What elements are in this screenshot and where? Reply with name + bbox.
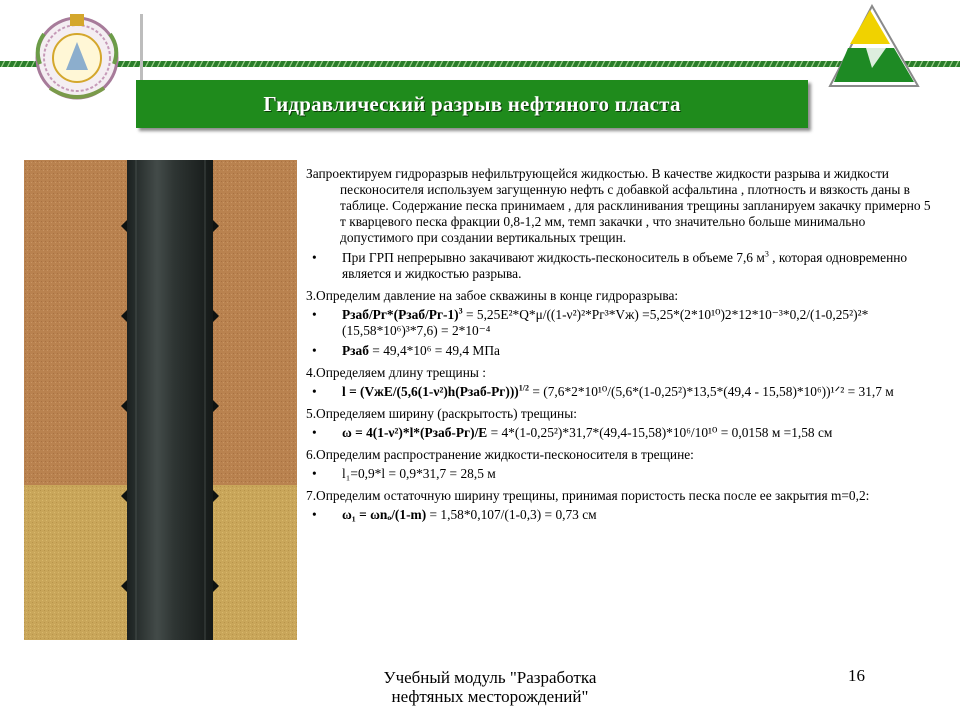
- page-number: 16: [848, 666, 865, 685]
- formula-fluid-spread: • l₁=0,9*l = 0,9*31,7 = 28,5 м: [312, 466, 496, 481]
- section-7-heading: 7.Определим остаточную ширину трещины, принимая пористость песка после ее закрытия m=0,2:: [306, 488, 870, 503]
- formula-fracture-width: • ω = 4(1-ν²)*l*(Рзаб-Рг)/Е = 4*(1-0,25²)*31,7*(49,4-15,58)*10⁶/10¹⁰ = 0,0158 м =1,58 см: [312, 425, 833, 440]
- bullet-sand-carrier-volume: • При ГРП непрерывно закачивают жидкость-песконоситель в объеме 7,6 $м^3$ , которая одновременно является и жидкостью разрыва.: [312, 249, 908, 281]
- bullet-icon: •: [312, 384, 317, 399]
- triangle-logo-icon: [826, 4, 920, 90]
- slide-title-bar: [136, 80, 808, 128]
- university-emblem: [30, 8, 125, 106]
- wellbore-fracture-illustration: [24, 160, 297, 640]
- header-vertical-divider: [140, 14, 143, 84]
- bullet-icon: •: [312, 425, 317, 440]
- bullet-icon: •: [312, 250, 317, 265]
- bullet-icon: •: [312, 307, 317, 322]
- section-5-heading: 5.Определяем ширину (раскрытость) трещины:: [306, 406, 577, 421]
- bullet-icon: •: [312, 343, 317, 358]
- formula-pressure-ratio: • Рзаб/Рг*(Рзаб/Рг-1)$^3$ = 5,25E²*Q*μ/((1-ν²)²*Рг³*Vж) =5,25*(2*10¹⁰)2*12*10⁻³*0,2/(1-0,25²)²*(15,58*10⁶)³*7,6) = 2*10⁻⁴: [312, 306, 869, 338]
- formula-fracture-length: • l = (VжE/(5,6(1-ν²)h(Рзаб-Рг)))$^{1/2}$ = (7,6*2*10¹⁰/(5,6*(1-0,25²)*13,5*(49,4 - 15,58)*10⁶))¹ᐟ² = 31,7 м: [312, 383, 894, 399]
- formula-residual-width: • ω₁ = ωnₒ/(1-m) = 1,58*0,107/(1-0,3) = 0,73 см: [312, 507, 597, 522]
- section-6-heading: 6.Определим распространение жидкости-песконосителя в трещине:: [306, 447, 694, 462]
- footer-line-1: Учебный модуль "Разработка: [383, 668, 597, 687]
- slide-content: [306, 166, 936, 527]
- footer-module-name: [350, 668, 630, 706]
- slide-title: Гидравлический разрыв нефтяного пласта: [263, 91, 681, 116]
- section-3-heading: 3.Определим давление на забое скважины в конце гидроразрыва:: [306, 288, 679, 303]
- section-4-heading: 4.Определяем длину трещины :: [306, 365, 486, 380]
- formula-bottomhole-pressure: • Рзаб = 49,4*10⁶ = 49,4 МПа: [312, 343, 500, 358]
- intro-paragraph: Запроектируем гидроразрыв нефильтрующейся жидкостью. В качестве жидкости разрыва и жидкости песконосителя используем загущенную нефть с добавкой асфальтина , плотность и вязкость даны в таблице. Содержание песка принимаем , для расклинивания трещины запланируем закачку примерно 5 т кварцевого песка фракции 0,8-1,2 мм, темп закачки , что значительно больше минимально допустимого при создании вертикальных трещин.: [306, 166, 931, 245]
- header-decorative-line: [0, 58, 960, 70]
- bullet-icon: •: [312, 466, 317, 481]
- bullet-icon: •: [312, 507, 317, 522]
- footer-line-2: нефтяных месторождений": [391, 687, 589, 706]
